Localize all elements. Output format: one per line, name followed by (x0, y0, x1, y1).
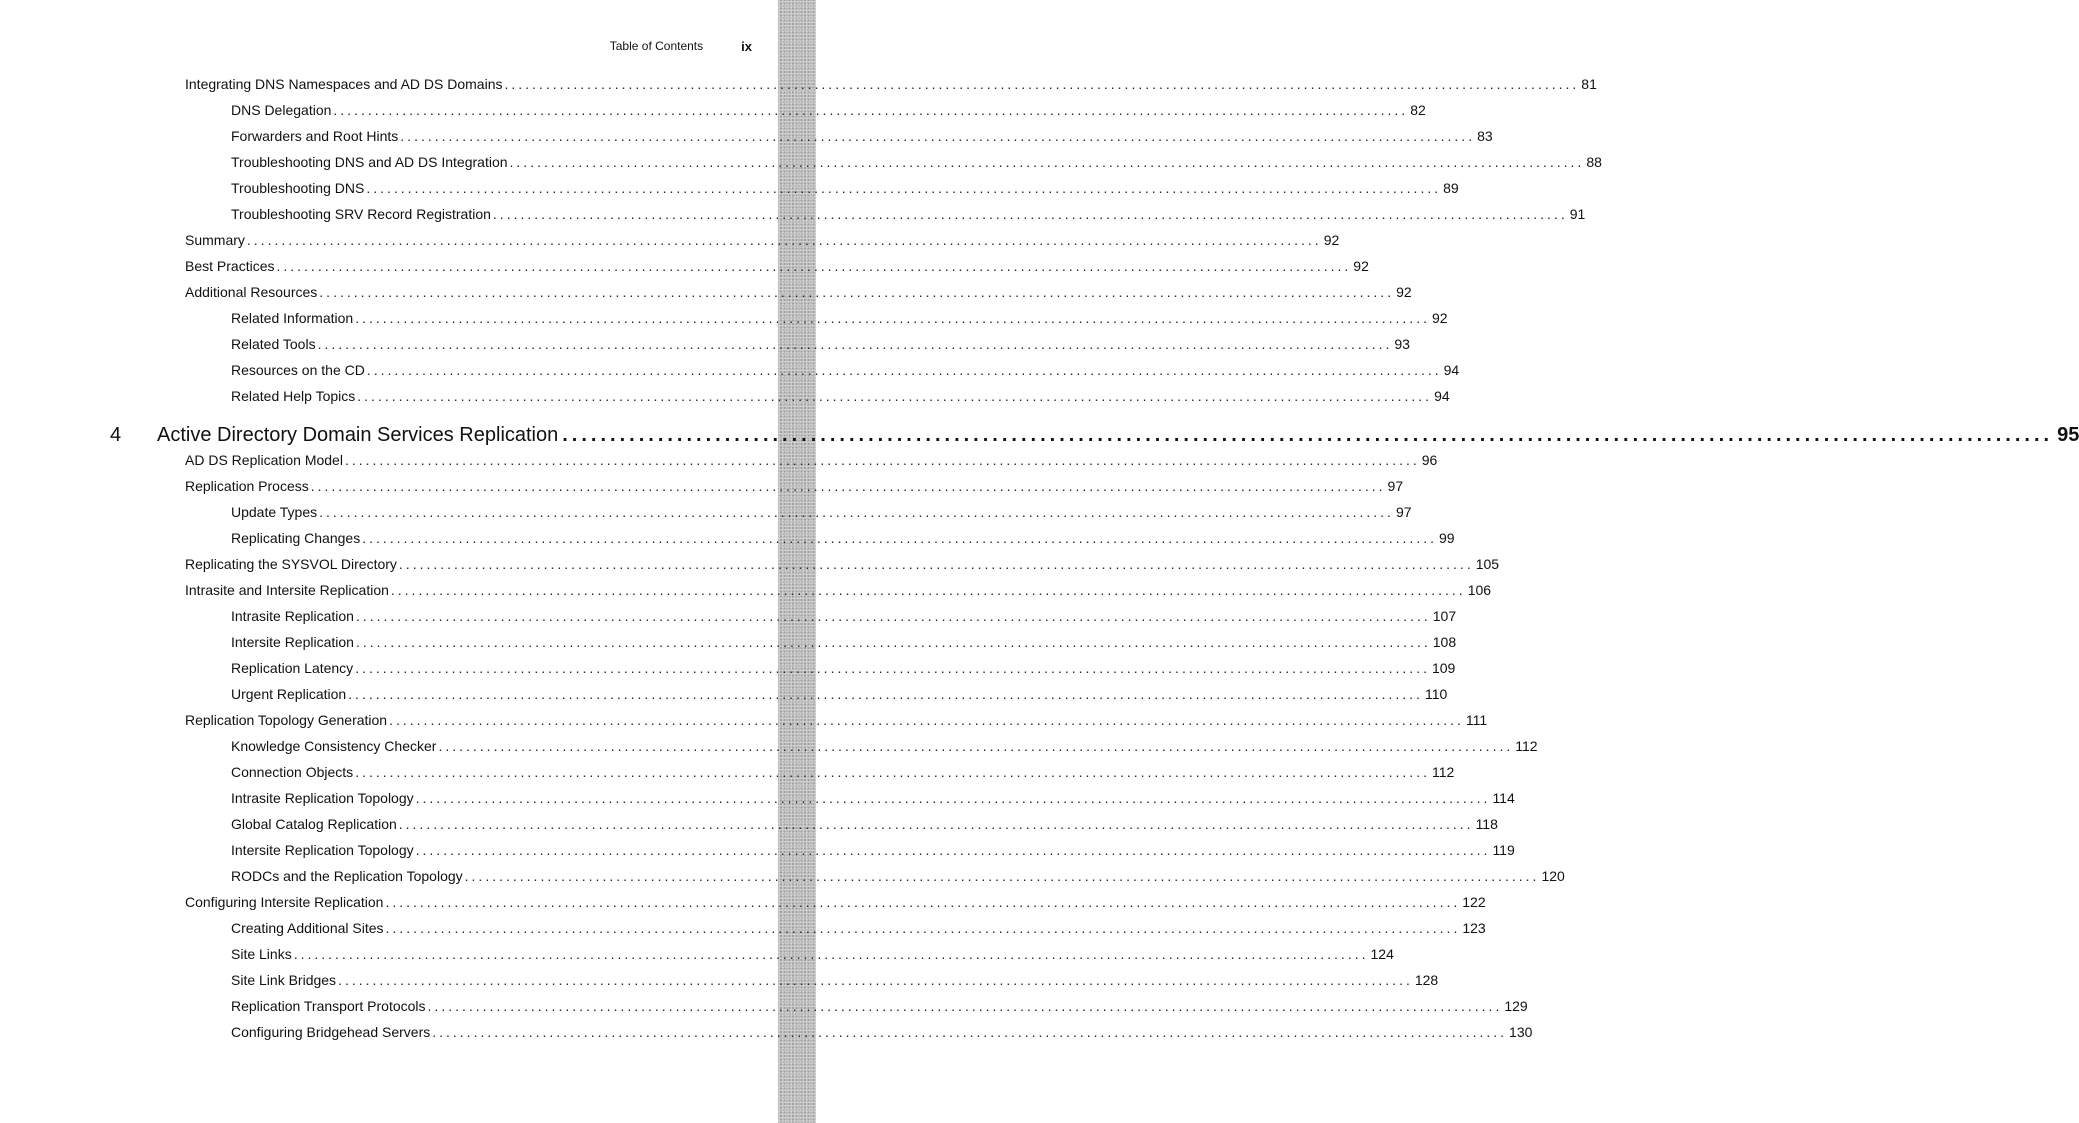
toc-entry-title: Site Link Bridges (231, 972, 337, 988)
dot-leader: ............................................................................................................................................................ (355, 634, 1431, 650)
toc-entry-title: Intersite Replication (231, 634, 354, 650)
dot-leader: ............................................................................................................................................................ (355, 764, 1430, 780)
toc-entry-title: Global Catalog Replication (231, 816, 397, 832)
dot-leader: ............................................................................................................................................................ (355, 660, 1430, 676)
toc-entry-page: 92 (1431, 310, 1448, 326)
dot-leader: ............................................................................................................................................................ (390, 582, 1466, 598)
dot-leader: ............................................................................................................................................................ (366, 362, 1442, 378)
toc-entry-page: 114 (1492, 790, 1515, 806)
toc-entry[interactable] (185, 72, 1597, 92)
toc-entry-page: 129 (1504, 998, 1528, 1014)
toc-entry[interactable] (185, 448, 1438, 468)
dot-leader: ............................................................................................................................................................ (366, 180, 1442, 196)
toc-entry-title: Troubleshooting SRV Record Registration (231, 206, 491, 222)
dot-leader: ............................................................................................................................................................ (400, 128, 1476, 144)
toc-entry-title: Summary (185, 232, 245, 248)
toc-entry[interactable] (231, 994, 1528, 1014)
toc-entry-title: Best Practices (185, 258, 275, 274)
toc-entry[interactable] (231, 812, 1498, 832)
toc-entry-title: Additional Resources (185, 284, 318, 300)
toc-entry-title: Urgent Replication (231, 686, 347, 702)
dot-leader: ............................................................................................................................................................ (432, 1024, 1508, 1040)
toc-entry-title: Intrasite and Intersite Replication (185, 582, 389, 598)
toc-entry[interactable] (185, 228, 1340, 248)
toc-entry-title: Intrasite Replication (231, 608, 354, 624)
dot-leader: ............................................................................................................................................................ (398, 816, 1474, 832)
toc-entry[interactable] (185, 280, 1412, 300)
dot-leader: ............................................................................................................................................................ (415, 790, 1491, 806)
page-number: ix (741, 38, 752, 54)
toc-entry[interactable] (231, 500, 1412, 520)
dot-leader: ............................................................................................................................................................ (348, 686, 1423, 702)
dot-leader: ............................................................................................................................................................ (398, 556, 1474, 572)
toc-entry-page: 105 (1475, 556, 1500, 572)
dot-leader: ............................................................................................................................................................ (385, 894, 1461, 910)
dot-leader: ............................................................................................................................................................ (319, 284, 1395, 300)
toc-entry-page: 94 (1434, 388, 1450, 404)
toc-entry-title: Replication Latency (231, 660, 354, 676)
toc-entry-page: 119 (1492, 842, 1515, 858)
dot-leader: ............................................................................................................................................................ (385, 920, 1461, 936)
toc-entry[interactable] (231, 150, 1602, 170)
toc-entry-page: 122 (1462, 894, 1486, 910)
toc-entry-title: Replication Transport Protocols (231, 998, 426, 1014)
toc-entry[interactable] (185, 890, 1486, 910)
toc-entry[interactable] (231, 968, 1439, 988)
toc-entry[interactable] (231, 734, 1538, 754)
chapter-title: Active Directory Domain Services Replication (157, 424, 559, 446)
dot-leader: ............................................................................................................................................................ (562, 424, 2054, 446)
dot-leader: ............................................................................................................................................................ (464, 868, 1540, 884)
toc-entry[interactable] (231, 656, 1456, 676)
toc-entry[interactable] (231, 358, 1460, 378)
toc-entry-page: 108 (1432, 634, 1457, 650)
toc-entry[interactable] (231, 98, 1426, 118)
chapter-page: 95 (2057, 424, 2079, 446)
toc-entry-page: 81 (1581, 76, 1597, 92)
toc-entry-title: Troubleshooting DNS and AD DS Integration (231, 154, 508, 170)
dot-leader: ............................................................................................................................................................ (357, 388, 1433, 404)
chapter-number: 4 (110, 424, 122, 446)
toc-entry-title: Related Information (231, 310, 354, 326)
dot-leader: ............................................................................................................................................................ (333, 102, 1409, 118)
toc-entry-title: Site Links (231, 946, 292, 962)
dot-leader: ............................................................................................................................................................ (492, 206, 1568, 222)
dot-leader: ............................................................................................................................................................ (415, 842, 1491, 858)
toc-entry-title: Replication Process (185, 478, 309, 494)
toc-entry-page: 83 (1477, 128, 1493, 144)
toc-entry-page: 97 (1395, 504, 1412, 520)
dot-leader: ............................................................................................................................................................ (276, 258, 1352, 274)
dot-leader: ............................................................................................................................................................ (338, 972, 1413, 988)
toc-entry-title: Related Help Topics (231, 388, 356, 404)
toc-entry-page: 93 (1394, 336, 1410, 352)
toc-entry-page: 107 (1432, 608, 1457, 624)
toc-entry-title: Intersite Replication Topology (231, 842, 414, 858)
toc-entry-page: 82 (1410, 102, 1426, 118)
chapter-heading[interactable] (110, 421, 2079, 447)
toc-entry[interactable] (231, 124, 1493, 144)
dot-leader: ............................................................................................................................................................ (509, 154, 1585, 170)
dot-leader: ............................................................................................................................................................ (319, 504, 1394, 520)
toc-entry[interactable] (231, 682, 1448, 702)
toc-entry-title: Connection Objects (231, 764, 354, 780)
running-head-title: Table of Contents (609, 39, 704, 53)
toc-entry[interactable] (185, 254, 1369, 274)
toc-entry[interactable] (185, 708, 1488, 728)
toc-entry[interactable] (185, 552, 1500, 572)
toc-entry-page: 88 (1586, 154, 1602, 170)
dot-leader: ............................................................................................................................................................ (355, 310, 1430, 326)
toc-entry-title: Resources on the CD (231, 362, 365, 378)
dot-leader: ............................................................................................................................................................ (427, 998, 1503, 1014)
toc-entry-page: 92 (1396, 284, 1412, 300)
toc-entry[interactable] (231, 1020, 1533, 1040)
toc-entry-title: Configuring Intersite Replication (185, 894, 384, 910)
toc-entry-page: 128 (1414, 972, 1439, 988)
toc-entry-title: Related Tools (231, 336, 316, 352)
toc-entry-title: Replication Topology Generation (185, 712, 388, 728)
dot-leader: ............................................................................................................................................................ (504, 76, 1580, 92)
toc-entry[interactable] (231, 306, 1448, 326)
toc-entry-title: AD DS Replication Model (185, 452, 343, 468)
toc-entry-page: 92 (1323, 232, 1340, 248)
toc-entry-title: Forwarders and Root Hints (231, 128, 399, 144)
toc-entry-page: 106 (1467, 582, 1492, 598)
toc-entry-page: 99 (1439, 530, 1455, 546)
toc-entry-title: Replicating Changes (231, 530, 361, 546)
toc-entry-page: 89 (1443, 180, 1459, 196)
toc-entry[interactable] (231, 526, 1455, 546)
toc-entry-page: 94 (1443, 362, 1460, 378)
dot-leader: ............................................................................................................................................................ (293, 946, 1369, 962)
toc-entry-page: 109 (1431, 660, 1456, 676)
dot-leader: ............................................................................................................................................................ (355, 608, 1431, 624)
dot-leader: ............................................................................................................................................................ (317, 336, 1393, 352)
toc-entry-title: Replicating the SYSVOL Directory (185, 556, 397, 572)
toc-entry-page: 92 (1353, 258, 1369, 274)
toc-entry[interactable] (231, 604, 1457, 624)
toc-entry-title: Configuring Bridgehead Servers (231, 1024, 431, 1040)
dot-leader: ............................................................................................................................................................ (344, 452, 1420, 468)
toc-entry[interactable] (231, 838, 1515, 858)
toc-entry[interactable] (231, 202, 1586, 222)
toc-entry[interactable] (231, 942, 1394, 962)
toc-entry[interactable] (185, 474, 1404, 494)
toc-entry-page: 91 (1569, 206, 1586, 222)
dot-leader: ............................................................................................................................................................ (246, 232, 1322, 248)
toc-entry[interactable] (231, 864, 1565, 884)
toc-entry-page: 120 (1541, 868, 1565, 884)
toc-entry-title: Knowledge Consistency Checker (231, 738, 437, 754)
toc-entry-page: 110 (1424, 686, 1448, 702)
toc-entry-page: 124 (1370, 946, 1394, 962)
dot-leader: ............................................................................................................................................................ (310, 478, 1386, 494)
dot-leader: ............................................................................................................................................................ (389, 712, 1464, 728)
toc-entry-page: 130 (1509, 1024, 1533, 1040)
toc-entry-page: 118 (1475, 816, 1498, 832)
toc-entry-page: 111 (1465, 712, 1488, 728)
toc-entry-page: 112 (1515, 738, 1538, 754)
toc-entry-title: Creating Additional Sites (231, 920, 384, 936)
running-head (610, 37, 752, 55)
toc-entry[interactable] (231, 916, 1486, 936)
toc-entry[interactable] (231, 332, 1410, 352)
toc-entry-title: RODCs and the Replication Topology (231, 868, 463, 884)
toc-entry-page: 123 (1462, 920, 1486, 936)
toc-entry[interactable] (231, 786, 1515, 806)
toc-entry-page: 97 (1387, 478, 1404, 494)
dot-leader: ............................................................................................................................................................ (438, 738, 1514, 754)
dot-leader: ............................................................................................................................................................ (362, 530, 1437, 546)
toc-entry-title: Troubleshooting DNS (231, 180, 365, 196)
toc-entry[interactable] (231, 630, 1457, 650)
toc-entry[interactable] (231, 176, 1459, 196)
toc-entry-page: 96 (1421, 452, 1438, 468)
toc-entry-title: Update Types (231, 504, 318, 520)
toc-entry[interactable] (185, 578, 1492, 598)
toc-entry-title: Intrasite Replication Topology (231, 790, 414, 806)
toc-entry[interactable] (231, 384, 1450, 404)
toc-entry-title: DNS Delegation (231, 102, 332, 118)
toc-entry[interactable] (231, 760, 1455, 780)
toc-entry-title: Integrating DNS Namespaces and AD DS Domains (185, 76, 503, 92)
toc-entry-page: 112 (1431, 764, 1455, 780)
